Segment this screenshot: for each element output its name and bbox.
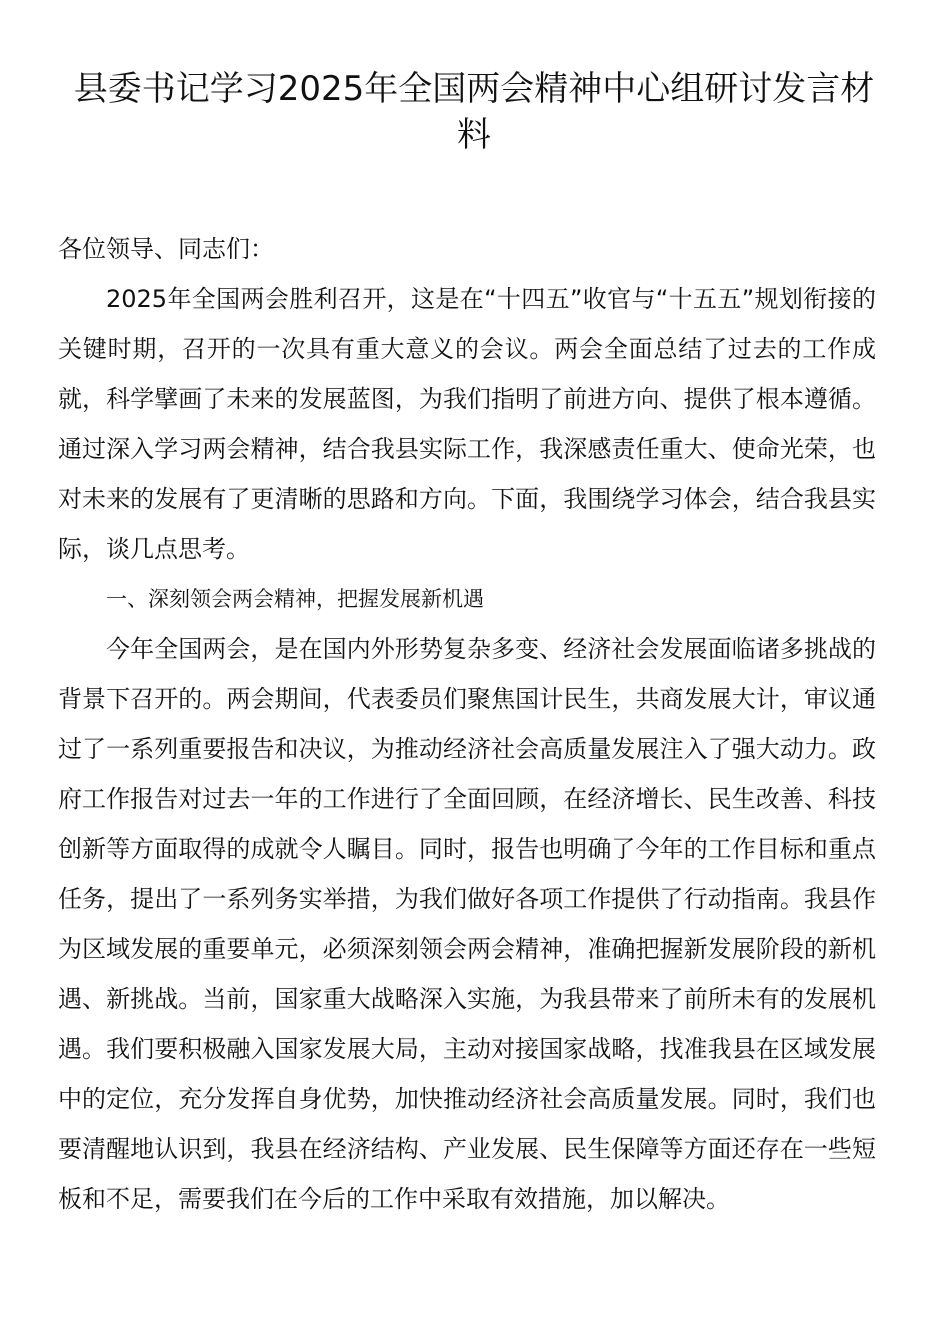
section-heading-1: 一、深刻领会两会精神，把握发展新机遇 xyxy=(106,587,484,611)
document-title: 县委书记学习2025年全国两会精神中心组研讨发言材料 xyxy=(73,69,875,155)
document-body xyxy=(58,224,876,1224)
paragraph-intro: 2025年全国两会胜利召开，这是在“十四五”收官与“十五五”规划衔接的关键时期，召开的一次具有重大意义的会议。两会全面总结了过去的工作成就，科学擘画了未来的发展蓝图，为我们指明了前进方向、提供了根本遵循。通过深入学习两会精神，结合我县实际工作，我深感责任重大、使命光荣，也对未来的发展有了更清晰的思路和方向。下面，我围绕学习体会，结合我县实际，谈几点思考。 xyxy=(58,285,876,563)
paragraph-section-1: 今年全国两会，是在国内外形势复杂多变、经济社会发展面临诸多挑战的背景下召开的。两会期间，代表委员们聚焦国计民生，共商发展大计，审议通过了一系列重要报告和决议，为推动经济社会高质量发展注入了强大动力。政府工作报告对过去一年的工作进行了全面回顾，在经济增长、民生改善、科技创新等方面取得的成就令人瞩目。同时，报告也明确了今年的工作目标和重点任务，提出了一系列务实举措，为我们做好各项工作提供了行动指南。我县作为区域发展的重要单元，必须深刻领会两会精神，准确把握新发展阶段的新机遇、新挑战。当前，国家重大战略深入实施，为我县带来了前所未有的发展机遇。我们要积极融入国家发展大局，主动对接国家战略，找准我县在区域发展中的定位，充分发挥自身优势，加快推动经济社会高质量发展。同时，我们也要清醒地认识到，我县在经济结构、产业发展、民生保障等方面还存在一些短板和不足，需要我们在今后的工作中采取有效措施，加以解决。 xyxy=(58,635,876,1213)
salutation: 各位领导、同志们： xyxy=(58,235,274,263)
